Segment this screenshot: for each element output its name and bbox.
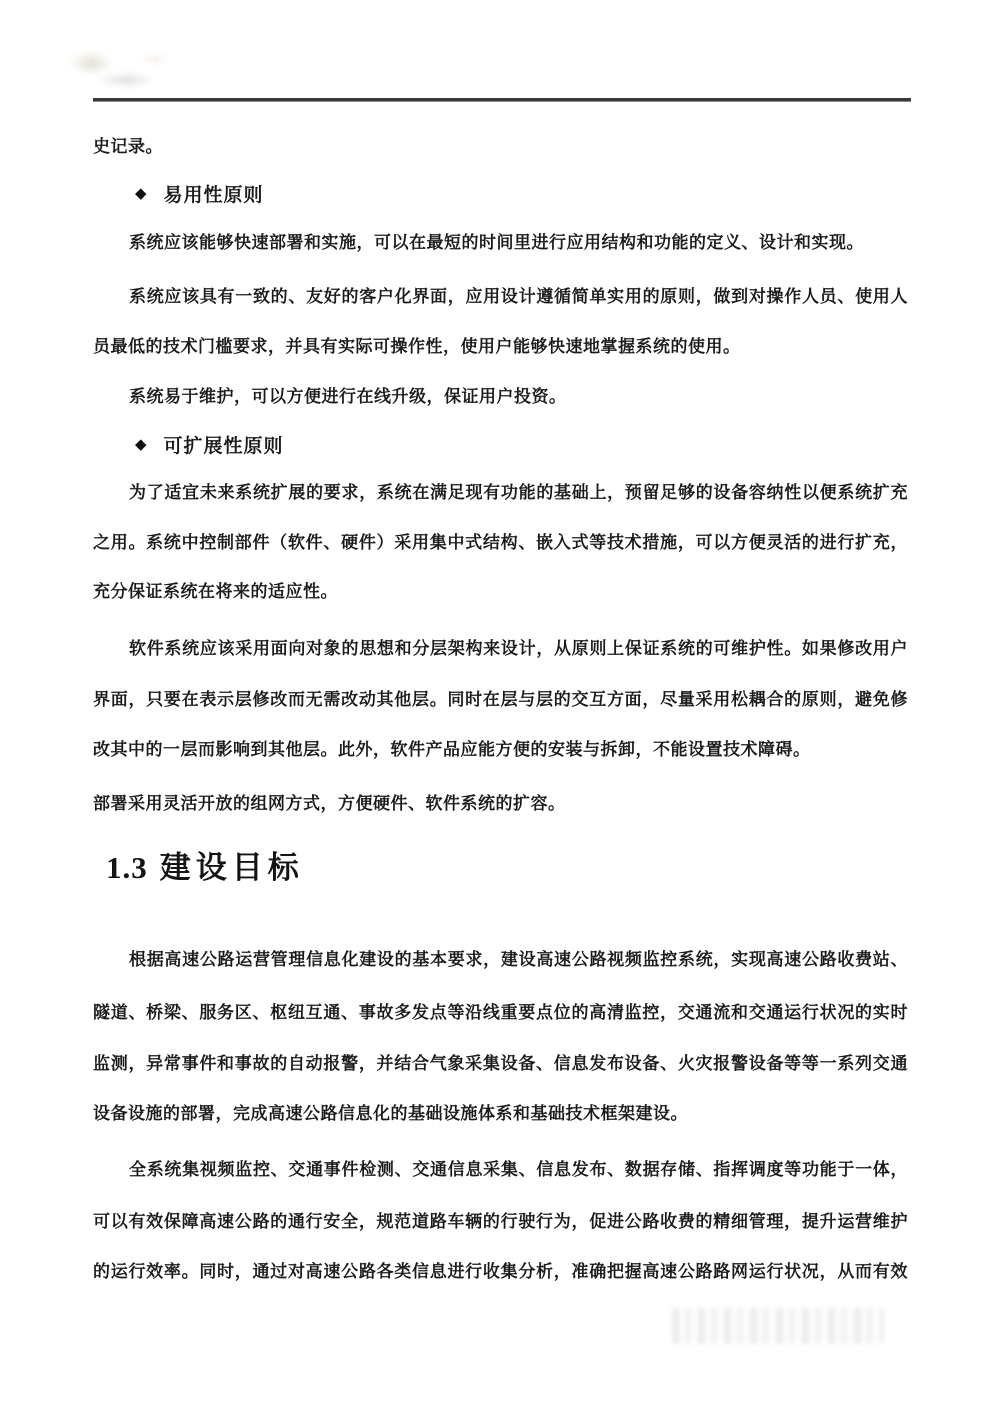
carryover-text-line: 史记录。 — [93, 137, 163, 156]
bullet-usability-principle — [135, 180, 264, 207]
usability-para1-line1: 系统应该能够快速部署和实施，可以在最短的时间里进行应用结构和功能的定义、设计和实现。 — [129, 233, 864, 252]
section-heading-1-3 — [106, 848, 304, 888]
scalability-para1-line3: 充分保证系统在将来的适应性。 — [93, 582, 338, 601]
scalability-para2-line3: 改其中的一层而影响到其他层。此外，软件产品应能方便的安装与拆卸，不能设置技术障碍。 — [93, 740, 811, 759]
scalability-para2-line1: 软件系统应该采用面向对象的思想和分层架构来设计，从原则上保证系统的可维护性。如果修改用户 — [129, 639, 908, 658]
goals-para2-line3: 的运行效率。同时，通过对高速公路各类信息进行收集分析，准确把握高速公路路网运行状况，从而有效 — [93, 1262, 908, 1281]
usability-para2-line2: 员最低的技术门槛要求，并具有实际可操作性，使用户能够快速地掌握系统的使用。 — [93, 337, 741, 356]
diamond-bullet-icon: ◆ — [135, 436, 147, 453]
goals-para1-line1: 根据高速公路运营管理信息化建设的基本要求，建设高速公路视频监控系统，实现高速公路收费站、 — [129, 950, 908, 969]
section-number: 1.3 — [106, 850, 148, 885]
goals-para2-line2: 可以有效保障高速公路的通行安全，规范道路车辆的行驶行为，促进公路收费的精细管理，提升运营维护 — [93, 1212, 908, 1231]
faded-stamp-watermark — [672, 1308, 884, 1344]
bullet-scalability-principle — [135, 431, 284, 458]
usability-para2-line1: 系统应该具有一致的、友好的客户化界面，应用设计遵循简单实用的原则，做到对操作人员、使用人 — [129, 287, 908, 306]
scalability-para2-line2: 界面，只要在表示层修改而无需改动其他层。同时在层与层的交互方面，尽量采用松耦合的原则，避免修 — [93, 690, 908, 709]
usability-principle-title: 易用性原则 — [163, 185, 264, 206]
goals-para2-line1: 全系统集视频监控、交通事件检测、交通信息采集、信息发布、数据存储、指挥调度等功能于一体， — [129, 1160, 908, 1179]
scalability-para3-line1: 部署采用灵活开放的组网方式，方便硬件、软件系统的扩容。 — [93, 794, 566, 813]
scalability-para1-line1: 为了适宜未来系统扩展的要求，系统在满足现有功能的基础上，预留足够的设备容纳性以便系统扩充 — [129, 483, 908, 502]
diamond-bullet-icon: ◆ — [135, 185, 147, 202]
goals-para1-line4: 设备设施的部署，完成高速公路信息化的基础设施体系和基础技术框架建设。 — [93, 1104, 688, 1123]
section-title: 建设目标 — [159, 850, 304, 885]
scalability-para1-line2: 之用。系统中控制部件（软件、硬件）采用集中式结构、嵌入式等技术措施，可以方便灵活的进行扩充， — [93, 533, 908, 552]
header-rule — [93, 98, 911, 102]
scalability-principle-title: 可扩展性原则 — [163, 436, 284, 457]
goals-para1-line2: 隧道、桥梁、服务区、枢纽互通、事故多发点等沿线重要点位的高清监控，交通流和交通运行状况的实时 — [93, 1003, 908, 1022]
faded-logo-watermark — [58, 44, 176, 94]
usability-para3-line1: 系统易于维护，可以方便进行在线升级，保证用户投资。 — [129, 387, 567, 406]
goals-para1-line3: 监测，异常事件和事故的自动报警，并结合气象采集设备、信息发布设备、火灾报警设备等等一系列交通 — [93, 1054, 908, 1073]
